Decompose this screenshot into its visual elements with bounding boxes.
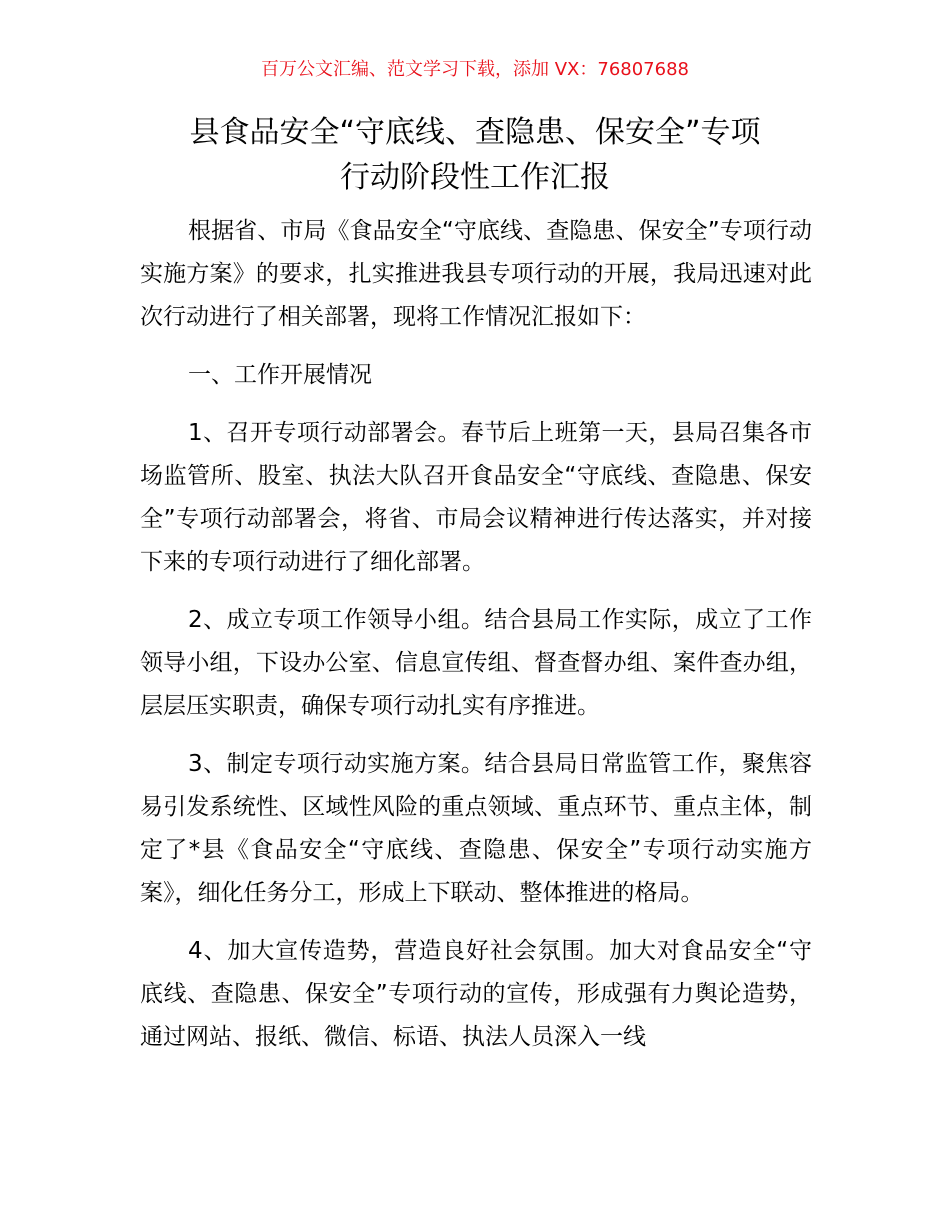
title-line-2: 行动阶段性工作汇报 — [340, 160, 610, 195]
section-heading: 一、工作开展情况 — [188, 362, 372, 388]
watermark-banner: 百万公文汇编、范文学习下载，添加 VX：76807688 — [261, 59, 689, 80]
item-paragraph-4: 4、加大宣传造势，营造良好社会氛围。加大对食品安全“守底线、查隐患、保安全”专项行动的宣传，形成强有力舆论造势，通过网站、报纸、微信、标语、执法人员深入一线 — [140, 938, 812, 1050]
title-line-1: 县食品安全“守底线、查隐患、保安全”专项 — [189, 115, 761, 150]
item-paragraph-1: 1、召开专项行动部署会。春节后上班第一天，县局召集各市场监管所、股室、执法大队召开食品安全“守底线、查隐患、保安全”专项行动部署会，将省、市局会议精神进行传达落实，并对接下来的专项行动进行了细化部署。 — [140, 420, 812, 575]
item-paragraph-3: 3、制定专项行动实施方案。结合县局日常监管工作，聚焦容易引发系统性、区域性风险的重点领域、重点环节、重点主体，制定了*县《食品安全“守底线、查隐患、保安全”专项行动实施方案》，细化任务分工，形成上下联动、整体推进的格局。 — [140, 751, 812, 906]
intro-paragraph: 根据省、市局《食品安全“守底线、查隐患、保安全”专项行动实施方案》的要求，扎实推进我县专项行动的开展，我局迅速对此次行动进行了相关部署，现将工作情况汇报如下： — [140, 218, 812, 330]
document-body — [140, 210, 812, 1074]
item-paragraph-2: 2、成立专项工作领导小组。结合县局工作实际，成立了工作领导小组，下设办公室、信息宣传组、督查督办组、案件查办组，层层压实职责，确保专项行动扎实有序推进。 — [140, 607, 812, 719]
document-title — [120, 110, 830, 200]
